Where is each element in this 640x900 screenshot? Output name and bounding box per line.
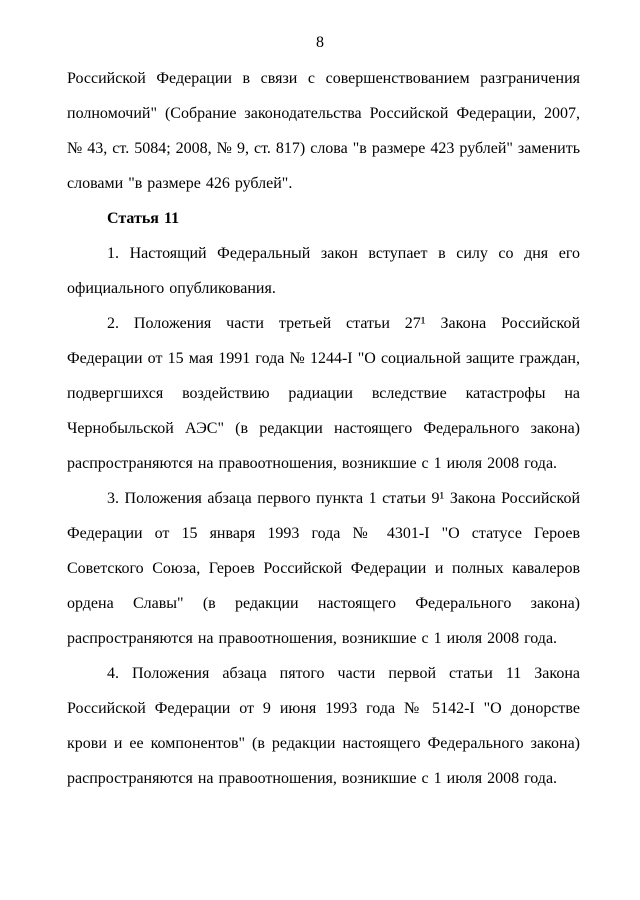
article-heading: Статья 11 bbox=[107, 210, 180, 227]
paragraph-continuation: Российской Федерации в связи с совершенствованием разграничения полномочий" (Собрание законодательства Российской Федерации, 2007, № 43, ст. 5084; 2008, № 9, ст. 817) слова "в размере 423 рублей" заменить словами "в размере 426 рублей". bbox=[67, 70, 580, 192]
paragraph-item-4: 4. Положения абзаца пятого части первой статьи 11 Закона Российской Федерации от 9 июня 1993 года № 5142-I "О донорстве крови и ее компонентов" (в редакции настоящего Федерального закона) распространяются на правоотношения, возникшие с 1 июля 2008 года. bbox=[67, 665, 580, 787]
paragraph-item-3: 3. Положения абзаца первого пункта 1 статьи 9¹ Закона Российской Федерации от 15 января 1993 года № 4301-I "О статусе Героев Советского Союза, Героев Российской Федерации и полных кавалеров ордена Славы" (в редакции настоящего Федерального закона) распространяются на правоотношения, возникшие с 1 июля 2008 года. bbox=[67, 490, 580, 647]
document-body bbox=[67, 61, 580, 796]
page-number: 8 bbox=[316, 34, 324, 51]
paragraph-item-2: 2. Положения части третьей статьи 27¹ Закона Российской Федерации от 15 мая 1991 года № 1244-I "О социальной защите граждан, подвергшихся воздействию радиации вследствие катастрофы на Чернобыльской АЭС" (в редакции настоящего Федерального закона) распространяются на правоотношения, возникшие с 1 июля 2008 года. bbox=[67, 315, 580, 472]
paragraph-item-1: 1. Настоящий Федеральный закон вступает в силу со дня его официального опубликования. bbox=[67, 245, 580, 297]
